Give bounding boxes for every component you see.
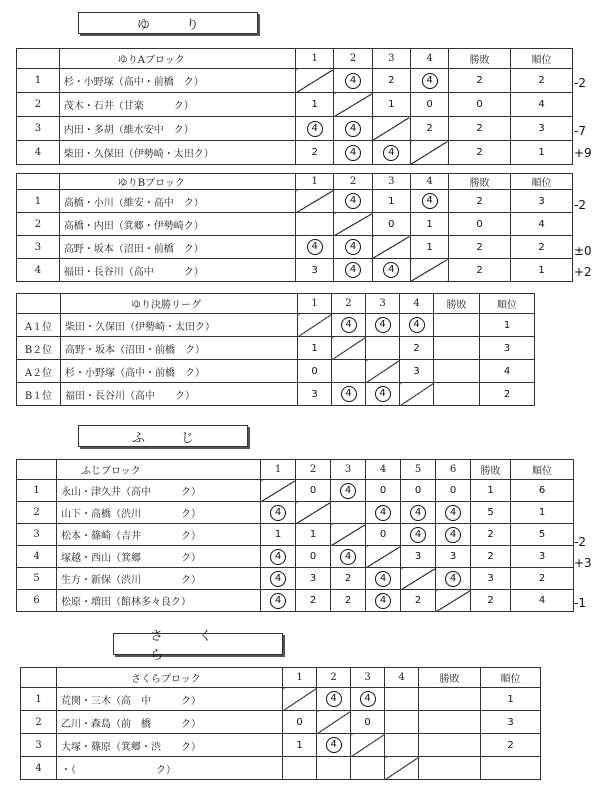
score-cell: 4 (409, 317, 425, 333)
rank-cell: 2 (511, 69, 573, 93)
pair-name: 生方・新保（渋川 ク） (57, 568, 261, 590)
diag-cell (298, 314, 332, 337)
wl-cell (434, 337, 480, 360)
pair-name: 高橋・内田（箕郷・伊勢崎ク） (59, 213, 295, 236)
row-no: 3 (17, 236, 60, 259)
col-wl: 勝敗 (449, 174, 511, 190)
sakura-title-text: さくら (150, 629, 249, 663)
col-rank: 順位 (511, 174, 573, 190)
score-cell: 0 (436, 480, 471, 502)
score-cell: 0 (366, 480, 401, 502)
yuri-a-table (16, 48, 573, 165)
score-cell: 4 (270, 505, 286, 521)
row-no: B２位 (17, 337, 61, 360)
score-cell: 4 (345, 145, 361, 161)
score-cell: 2 (410, 117, 448, 141)
yuri-title-text: ゆり (136, 17, 235, 33)
yuri-b-note-1: -2 (574, 198, 586, 212)
diag-cell (296, 69, 334, 93)
row-no: 4 (17, 141, 60, 165)
score-cell: 4 (345, 239, 361, 255)
wl-cell: 1 (471, 480, 511, 502)
col-2: 2 (332, 294, 366, 314)
score-cell: 4 (326, 691, 342, 707)
col-3: 3 (366, 294, 400, 314)
fuji-note-1: -2 (574, 535, 586, 549)
pair-name: 永山・津久井（高中 ク） (57, 480, 261, 502)
table-row (21, 757, 541, 780)
score-cell: 4 (360, 691, 376, 707)
score-cell: 4 (340, 549, 356, 565)
diag-cell (410, 141, 448, 165)
score-cell: 4 (375, 571, 391, 587)
wl-cell: 2 (471, 524, 511, 546)
diag-cell (400, 383, 434, 406)
row-no: 4 (17, 259, 60, 282)
table-row (17, 502, 574, 524)
table-row (17, 236, 573, 259)
wl-cell (419, 688, 481, 711)
rank-cell: 3 (480, 337, 535, 360)
wl-cell: 5 (471, 502, 511, 524)
score-cell: 4 (345, 262, 361, 278)
col-wl: 勝敗 (471, 460, 511, 480)
score-cell: 4 (326, 737, 342, 753)
rank-cell: 1 (480, 314, 535, 337)
rank-cell: 4 (511, 93, 573, 117)
score-cell: 4 (375, 386, 391, 402)
wl-cell: 2 (471, 546, 511, 568)
score-cell: 4 (445, 505, 461, 521)
col-4: 4 (366, 460, 401, 480)
row-no: 6 (17, 590, 57, 612)
rank-cell: 1 (511, 502, 574, 524)
table-row (17, 546, 574, 568)
pair-name: 福田・長谷川（高中 ク） (59, 259, 295, 282)
diag-cell (332, 337, 366, 360)
score-cell: 3 (298, 383, 332, 406)
score-cell: 0 (298, 360, 332, 383)
score-cell: 0 (296, 480, 331, 502)
table-row (21, 711, 541, 734)
row-no: 1 (17, 480, 57, 502)
score-cell: 1 (372, 190, 410, 213)
row-no: 3 (17, 524, 57, 546)
pair-name: 乙川・森島（前 橋 ク） (57, 711, 283, 734)
wl-cell: 2 (449, 69, 511, 93)
section-title-sakura (113, 629, 283, 663)
wl-cell: 0 (449, 213, 511, 236)
pair-name: 柴田・久保田（伊勢崎・太田ク） (61, 314, 298, 337)
row-no: B１位 (17, 383, 61, 406)
score-cell: 4 (270, 571, 286, 587)
score-cell: 4 (383, 262, 399, 278)
score-cell: 4 (383, 145, 399, 161)
score-cell (283, 757, 317, 780)
pair-name: 高野・坂本（沼田・前橋 ク） (59, 236, 295, 259)
section-title-yuri (78, 12, 258, 34)
score-cell: 2 (331, 590, 366, 612)
score-cell: 0 (283, 711, 317, 734)
score-cell (385, 734, 419, 757)
yuri-a-note-1: -2 (574, 76, 586, 90)
col-3: 3 (331, 460, 366, 480)
col-2: 2 (334, 49, 372, 69)
wl-cell (419, 757, 481, 780)
score-cell: 4 (345, 73, 361, 89)
wl-cell (434, 314, 480, 337)
score-cell: 4 (410, 505, 426, 521)
score-cell: 3 (436, 546, 471, 568)
yuri-final-block-label: ゆり決勝リーグ (61, 294, 298, 314)
yuri-final-table (16, 293, 535, 406)
row-no: 1 (21, 688, 57, 711)
row-no: 2 (17, 213, 60, 236)
table-row (17, 117, 573, 141)
wl-cell: 2 (449, 190, 511, 213)
score-cell: 3 (296, 568, 331, 590)
score-cell: 4 (375, 317, 391, 333)
col-wl: 勝敗 (434, 294, 480, 314)
score-cell: 3 (400, 360, 434, 383)
score-cell: 2 (401, 590, 436, 612)
score-cell: 4 (375, 593, 391, 609)
rank-cell: 3 (481, 711, 541, 734)
wl-cell: 3 (471, 568, 511, 590)
row-no: 2 (17, 93, 60, 117)
rank-cell: 2 (480, 383, 535, 406)
diag-cell (385, 757, 419, 780)
rank-cell: 1 (511, 141, 573, 165)
score-cell: 1 (261, 524, 296, 546)
table-row (17, 314, 535, 337)
col-4: 4 (410, 49, 448, 69)
diag-cell (283, 688, 317, 711)
table-row (17, 141, 573, 165)
rank-cell: 4 (480, 360, 535, 383)
score-cell (317, 757, 351, 780)
score-cell: 1 (410, 213, 448, 236)
score-cell: 2 (400, 337, 434, 360)
col-3: 3 (372, 49, 410, 69)
table-row (17, 480, 574, 502)
score-cell (366, 337, 400, 360)
table-row (17, 213, 573, 236)
col-2: 2 (296, 460, 331, 480)
wl-cell: 2 (449, 141, 511, 165)
row-no: 1 (17, 69, 60, 93)
table-row (17, 93, 573, 117)
diag-cell (366, 546, 401, 568)
score-cell: 1 (372, 93, 410, 117)
row-no: 4 (21, 757, 57, 780)
row-no: 2 (21, 711, 57, 734)
score-cell: 1 (283, 734, 317, 757)
pair-name: 荒関・三木（高 中 ク） (57, 688, 283, 711)
col-rank: 順位 (511, 460, 574, 480)
col-3: 3 (351, 668, 385, 688)
diag-cell (401, 568, 436, 590)
rank-cell (481, 757, 541, 780)
rank-cell: 3 (511, 190, 573, 213)
fuji-block-label: ふじブロック (57, 460, 261, 480)
score-cell: 4 (270, 549, 286, 565)
row-no: 5 (17, 568, 57, 590)
pair-name: ・（ ク） (57, 757, 283, 780)
yuri-a-note-2: -7 (574, 124, 586, 138)
yuri-b-note-2: ±0 (574, 244, 592, 258)
score-cell (296, 213, 334, 236)
col-3: 3 (372, 174, 410, 190)
score-cell: 4 (445, 527, 461, 543)
diag-cell (366, 360, 400, 383)
col-6: 6 (436, 460, 471, 480)
pair-name: 山下・高橋（渋川 ク） (57, 502, 261, 524)
pair-name: 松原・増田（館林多々良ク） (57, 590, 261, 612)
col-1: 1 (296, 174, 334, 190)
pair-name: 内田・多胡（維水安中 ク） (59, 117, 295, 141)
score-cell: 1 (296, 93, 334, 117)
col-1: 1 (283, 668, 317, 688)
rank-cell: 1 (511, 259, 573, 282)
score-cell: 1 (298, 337, 332, 360)
pair-name: 大塚・篠原（箕郷・渋 ク） (57, 734, 283, 757)
wl-cell: 0 (449, 93, 511, 117)
rank-cell: 2 (511, 568, 574, 590)
score-cell (385, 711, 419, 734)
score-cell: 1 (296, 524, 331, 546)
score-cell: 0 (372, 213, 410, 236)
wl-cell: 2 (449, 236, 511, 259)
wl-cell (434, 360, 480, 383)
score-cell: 0 (351, 711, 385, 734)
row-no: A１位 (17, 314, 61, 337)
sakura-block-label: さくらブロック (57, 668, 283, 688)
score-cell: 0 (366, 524, 401, 546)
score-cell: 4 (345, 193, 361, 209)
wl-cell (419, 711, 481, 734)
score-cell: 2 (372, 69, 410, 93)
wl-cell: 2 (449, 117, 511, 141)
fuji-table (16, 459, 574, 612)
score-cell: 3 (296, 259, 334, 282)
row-no: 4 (17, 546, 57, 568)
table-row (17, 190, 573, 213)
col-5: 5 (401, 460, 436, 480)
col-4: 4 (410, 174, 448, 190)
rank-cell: 4 (511, 590, 574, 612)
score-cell: 4 (422, 193, 438, 209)
score-cell: 4 (341, 386, 357, 402)
rank-cell: 6 (511, 480, 574, 502)
wl-cell (419, 734, 481, 757)
score-cell: 4 (445, 571, 461, 587)
diag-cell (261, 480, 296, 502)
yuri-b-block-label: ゆりBブロック (59, 174, 295, 190)
table-row (17, 568, 574, 590)
score-cell: 2 (331, 568, 366, 590)
diag-cell (296, 502, 331, 524)
score-cell (385, 688, 419, 711)
section-title-fuji (78, 425, 248, 447)
score-cell: 4 (307, 239, 323, 255)
score-cell: 4 (375, 505, 391, 521)
pair-name: 杉・小野塚（高中・前橋 ク） (59, 69, 295, 93)
rank-cell: 1 (481, 688, 541, 711)
score-cell: 0 (410, 93, 448, 117)
diag-cell (331, 524, 366, 546)
diag-cell (372, 117, 410, 141)
table-row (17, 590, 574, 612)
col-2: 2 (317, 668, 351, 688)
col-rank: 順位 (481, 668, 541, 688)
diag-cell (351, 734, 385, 757)
fuji-note-3: -1 (574, 596, 586, 610)
score-cell: 4 (340, 483, 356, 499)
rank-cell: 3 (511, 546, 574, 568)
rank-cell: 5 (511, 524, 574, 546)
diag-cell (334, 213, 372, 236)
diag-cell (296, 190, 334, 213)
score-cell: 2 (296, 141, 334, 165)
wl-cell (434, 383, 480, 406)
pair-name: 柴田・久保田（伊勢崎・太田ク） (59, 141, 295, 165)
score-cell: 0 (296, 546, 331, 568)
pair-name: 松本・篠崎（吉井 ク） (57, 524, 261, 546)
col-1: 1 (261, 460, 296, 480)
score-cell: 4 (410, 527, 426, 543)
col-4: 4 (385, 668, 419, 688)
row-no: 3 (17, 117, 60, 141)
rank-cell: 3 (511, 117, 573, 141)
table-row (17, 524, 574, 546)
diag-cell (372, 236, 410, 259)
wl-cell: 2 (471, 590, 511, 612)
col-rank: 順位 (480, 294, 535, 314)
yuri-b-table (16, 173, 573, 282)
diag-cell (317, 711, 351, 734)
score-cell (332, 360, 366, 383)
col-1: 1 (298, 294, 332, 314)
score-cell: 4 (422, 73, 438, 89)
score-cell: 3 (401, 546, 436, 568)
pair-name: 塚越・西山（箕郷 ク） (57, 546, 261, 568)
row-no: 3 (21, 734, 57, 757)
rank-cell: 2 (481, 734, 541, 757)
yuri-b-note-3: +2 (574, 265, 592, 279)
fuji-title-text: ふじ (131, 430, 230, 446)
yuri-a-block-label: ゆりAブロック (59, 49, 295, 69)
col-2: 2 (334, 174, 372, 190)
diag-cell (410, 259, 448, 282)
pair-name: 杉・小野塚（高中・前橋 ク） (61, 360, 298, 383)
pair-name: 高野・坂本（沼田・前橋 ク） (61, 337, 298, 360)
table-row (17, 383, 535, 406)
sakura-table (20, 667, 541, 780)
row-no: A２位 (17, 360, 61, 383)
score-cell: 4 (341, 317, 357, 333)
score-cell (331, 502, 366, 524)
col-wl: 勝敗 (449, 49, 511, 69)
score-cell: 1 (410, 236, 448, 259)
table-row (17, 69, 573, 93)
row-no: 2 (17, 502, 57, 524)
yuri-a-note-3: +9 (574, 146, 592, 160)
col-1: 1 (296, 49, 334, 69)
pair-name: 高橋・小川（維安・高中 ク） (59, 190, 295, 213)
col-wl: 勝敗 (419, 668, 481, 688)
fuji-note-2: +3 (574, 556, 592, 570)
score-cell: 4 (307, 121, 323, 137)
diag-cell (334, 93, 372, 117)
pair-name: 福田・長谷川（高中 ク） (61, 383, 298, 406)
row-no: 1 (17, 190, 60, 213)
diag-cell (436, 590, 471, 612)
score-cell (351, 757, 385, 780)
score-cell: 2 (296, 590, 331, 612)
table-row (17, 337, 535, 360)
rank-cell: 4 (511, 213, 573, 236)
score-cell: 4 (270, 593, 286, 609)
score-cell: 0 (401, 480, 436, 502)
score-cell: 4 (345, 121, 361, 137)
rank-cell: 2 (511, 236, 573, 259)
wl-cell: 2 (449, 259, 511, 282)
col-rank: 順位 (511, 49, 573, 69)
table-row (21, 688, 541, 711)
pair-name: 茂木・石井（甘楽 ク） (59, 93, 295, 117)
table-row (21, 734, 541, 757)
table-row (17, 259, 573, 282)
table-row (17, 360, 535, 383)
col-4: 4 (400, 294, 434, 314)
